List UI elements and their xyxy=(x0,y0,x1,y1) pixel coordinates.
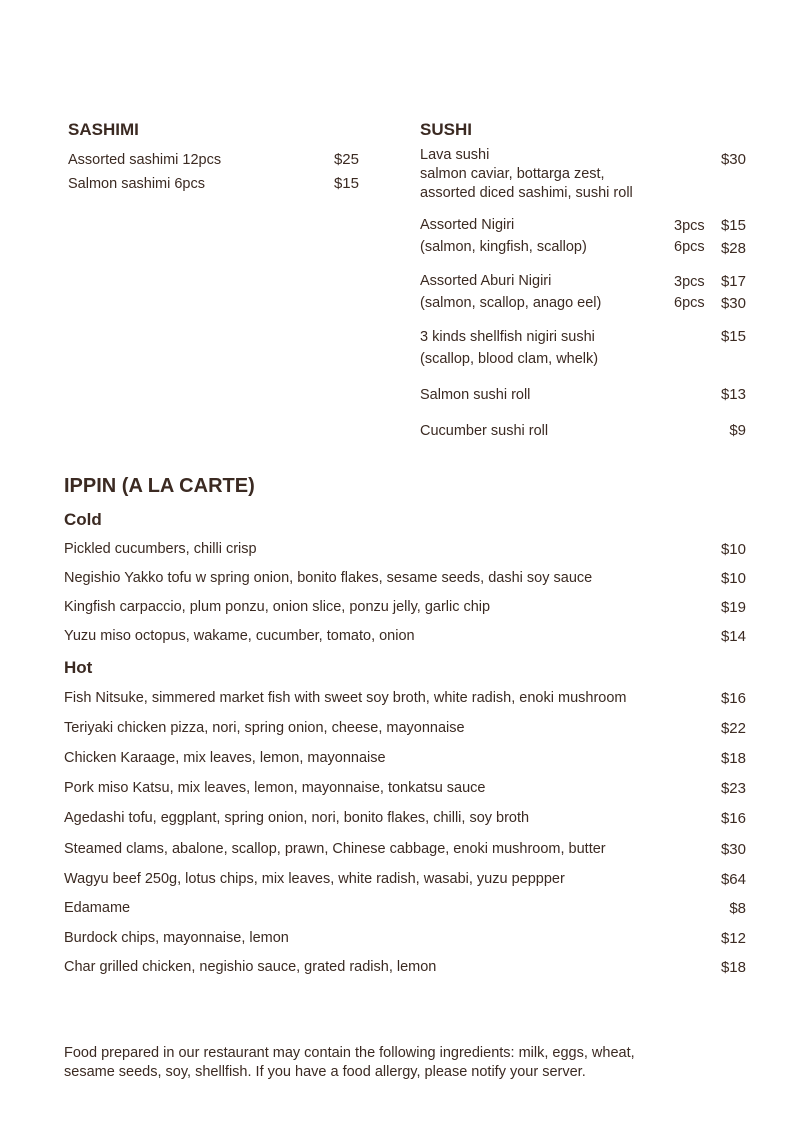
nigiri-price-3: $15 xyxy=(720,217,746,234)
aburi-price-6: $30 xyxy=(720,295,746,312)
aburi-desc: (salmon, scallop, anago eel) xyxy=(420,295,602,311)
hot-item xyxy=(64,780,746,802)
cold-heading: Cold xyxy=(64,510,102,529)
cold-item-name: Pickled cucumbers, chilli crisp xyxy=(64,541,257,557)
hot-item-price: $64 xyxy=(720,871,746,888)
hot-item-name: Teriyaki chicken pizza, nori, spring onion, cheese, mayonnaise xyxy=(64,720,465,736)
salmon-roll-name: Salmon sushi roll xyxy=(420,387,531,403)
aburi-qty-6: 6pcs xyxy=(674,295,705,311)
nigiri-name: Assorted Nigiri xyxy=(420,217,515,233)
cold-item-name: Kingfish carpaccio, plum ponzu, onion slice, ponzu jelly, garlic chip xyxy=(64,599,491,615)
hot-item xyxy=(64,871,746,893)
shellfish-name: 3 kinds shellfish nigiri sushi xyxy=(420,329,595,345)
cold-item-price: $10 xyxy=(720,570,746,587)
allergy-notice xyxy=(64,1044,744,1082)
aburi-name: Assorted Aburi Nigiri xyxy=(420,273,552,289)
cold-item xyxy=(64,599,746,621)
sashimi-item-name: Salmon sashimi 6pcs xyxy=(68,176,205,192)
nigiri-desc: (salmon, kingfish, scallop) xyxy=(420,239,587,255)
hot-item xyxy=(64,750,746,772)
hot-item-price: $16 xyxy=(720,690,746,707)
hot-item xyxy=(64,930,746,952)
cold-item-name: Yuzu miso octopus, wakame, cucumber, tomato, onion xyxy=(64,628,415,644)
lava-sushi-price: $30 xyxy=(720,151,746,168)
cold-item-name: Negishio Yakko tofu w spring onion, bonito flakes, sesame seeds, dashi soy sauce xyxy=(64,570,593,586)
hot-item-name: Chicken Karaage, mix leaves, lemon, mayonnaise xyxy=(64,750,386,766)
lava-sushi-desc: salmon caviar, bottarga zest, xyxy=(420,166,605,182)
nigiri-qty-3: 3pcs xyxy=(674,218,705,234)
hot-item-name: Pork miso Katsu, mix leaves, lemon, mayonnaise, tonkatsu sauce xyxy=(64,780,486,796)
hot-item-price: $12 xyxy=(720,930,746,947)
hot-item-price: $30 xyxy=(720,841,746,858)
hot-item-price: $18 xyxy=(720,959,746,976)
aburi-qty-3: 3pcs xyxy=(674,274,705,290)
sashimi-item-name: Assorted sashimi 12pcs xyxy=(68,152,222,168)
hot-item-price: $23 xyxy=(720,780,746,797)
hot-item xyxy=(64,841,746,863)
cucumber-roll-name: Cucumber sushi roll xyxy=(420,423,549,439)
shellfish-desc: (scallop, blood clam, whelk) xyxy=(420,351,599,367)
cucumber-roll-price: $9 xyxy=(729,422,746,439)
sashimi-item-price: $15 xyxy=(333,175,359,192)
allergy-notice-line: sesame seeds, soy, shellfish. If you have a food allergy, please notify your server. xyxy=(64,1064,586,1080)
cold-item-price: $14 xyxy=(720,628,746,645)
nigiri-qty-6: 6pcs xyxy=(674,239,705,255)
hot-item xyxy=(64,690,746,712)
hot-item-name: Burdock chips, mayonnaise, lemon xyxy=(64,930,289,946)
hot-item-price: $22 xyxy=(720,720,746,737)
hot-item-price: $18 xyxy=(720,750,746,767)
cold-item xyxy=(64,570,746,592)
hot-item-name: Char grilled chicken, negishio sauce, grated radish, lemon xyxy=(64,959,437,975)
hot-item-name: Agedashi tofu, eggplant, spring onion, nori, bonito flakes, chilli, soy broth xyxy=(64,810,530,826)
sashimi-heading: SASHIMI xyxy=(68,120,139,139)
hot-item xyxy=(64,720,746,742)
sushi-heading: SUSHI xyxy=(420,120,472,139)
nigiri-price-6: $28 xyxy=(720,240,746,257)
cold-item xyxy=(64,628,746,650)
cold-item-price: $19 xyxy=(720,599,746,616)
hot-item-name: Edamame xyxy=(64,900,131,916)
lava-sushi-desc: assorted diced sashimi, sushi roll xyxy=(420,185,633,201)
shellfish-price: $15 xyxy=(720,328,746,345)
hot-item-name: Wagyu beef 250g, lotus chips, mix leaves, white radish, wasabi, yuzu peppper xyxy=(64,871,565,887)
hot-item-price: $8 xyxy=(729,900,746,917)
hot-item-price: $16 xyxy=(720,810,746,827)
aburi-price-3: $17 xyxy=(720,273,746,290)
hot-item xyxy=(64,959,746,981)
allergy-notice-line: Food prepared in our restaurant may contain the following ingredients: milk, eggs, wheat, xyxy=(64,1045,635,1061)
salmon-roll-price: $13 xyxy=(720,386,746,403)
lava-sushi-name: Lava sushi xyxy=(420,147,490,163)
cold-item xyxy=(64,541,746,563)
ippin-heading: IPPIN (A LA CARTE) xyxy=(64,475,255,497)
cold-item-price: $10 xyxy=(720,541,746,558)
hot-item xyxy=(64,810,746,832)
hot-heading: Hot xyxy=(64,658,93,677)
hot-item xyxy=(64,900,746,922)
sashimi-item-price: $25 xyxy=(333,151,359,168)
hot-item-name: Fish Nitsuke, simmered market fish with sweet soy broth, white radish, enoki mushroom xyxy=(64,690,627,706)
hot-item-name: Steamed clams, abalone, scallop, prawn, Chinese cabbage, enoki mushroom, butter xyxy=(64,841,606,857)
